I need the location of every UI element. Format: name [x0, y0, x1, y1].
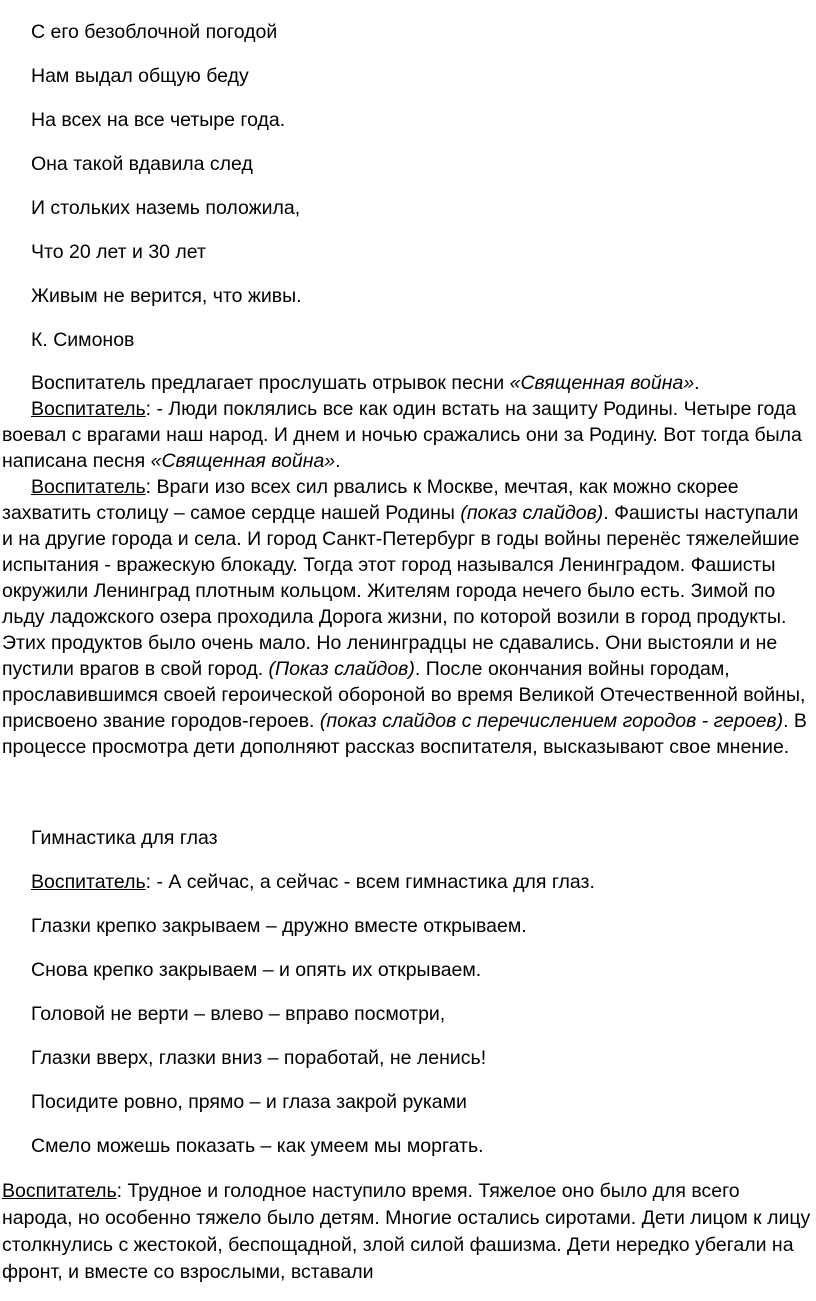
- paragraph-text: . После окончания войны городам, прославившимся своей героической обороной во время Великой Отечественной войны, присвоено звание городов-героев.: [2, 658, 806, 732]
- speaker-label: Воспитатель: [31, 398, 146, 420]
- gymnastics-line: Смело можешь показать – как умеем мы моргать.: [31, 1135, 484, 1157]
- poem-line: Она такой вдавила след: [31, 153, 253, 175]
- poem-line: Живым не верится, что живы.: [31, 285, 302, 307]
- paragraph-text: : Враги изо всех сил рвались к Москве, мечтая, как можно скорее захватить столицу – самое сердце нашей Родины: [2, 476, 739, 524]
- poem-line: Нам выдал общую беду: [31, 65, 249, 87]
- gymnastics-line: Глазки вверх, глазки вниз – поработай, не ленись!: [31, 1047, 487, 1069]
- paragraph-text: : Трудное и голодное наступило время. Тяжелое оно было для всего народа, но особенно тяжело было детям. Многие остались сиротами. Дети лицом к лицу столкнулись с жестокой, беспощадной, злой силой фашизма. Дети нередко убегали на фронт, и вместе со взрослыми, вставали: [2, 1180, 811, 1283]
- paragraph-text: . Фашисты наступали и на другие города и села. И город Санкт-Петербург в годы войны перенёс тяжелейшие испытания - вражескую блокаду. Тогда этот город назывался Ленинградом. Фашисты окружили Ленинград плотным кольцом. Жителям города нечего было есть. Зимой по льду ладожского озера проходила Дорога жизни, по которой возили в город продукты. Этих продуктов было очень мало. Но ленинградцы не сдавались. Они выстояли и не пустили врагов в свой город.: [2, 502, 800, 680]
- poem-author: К. Симонов: [31, 329, 135, 351]
- paragraph-story: [2, 474, 814, 760]
- slide-note: (показ слайдов с перечислением городов - героев): [319, 710, 784, 732]
- paragraph-text: .: [694, 372, 700, 394]
- gymnastics-intro: [31, 870, 595, 894]
- paragraph-oath: [2, 396, 814, 474]
- paragraph-song-intro: [2, 370, 814, 396]
- intro-text: : - А сейчас, а сейчас - всем гимнастика для глаз.: [145, 871, 595, 893]
- paragraph-text: : - Люди поклялись все как один встать на защиту Родины. Четыре года воевал с врагами наш народ. И днем и ночью сражались они за Родину. Вот тогда была написана песня: [2, 398, 802, 472]
- gymnastics-line: Глазки крепко закрываем – дружно вместе открываем.: [31, 915, 527, 937]
- poem-line: С его безоблочной погодой: [31, 21, 278, 43]
- paragraph-text: Воспитатель предлагает прослушать отрывок песни: [31, 372, 510, 394]
- speaker-label: Воспитатель: [31, 476, 146, 498]
- paragraph-final: [2, 1178, 814, 1286]
- poem-line: На всех на все четыре года.: [31, 109, 286, 131]
- slide-note: (показ слайдов): [460, 502, 604, 524]
- song-title: «Священная война»: [509, 372, 695, 394]
- gymnastics-line: Головой не верти – влево – вправо посмотри,: [31, 1003, 446, 1025]
- gymnastics-line: Снова крепко закрываем – и опять их открываем.: [31, 959, 482, 981]
- song-title: «Священная война»: [150, 450, 336, 472]
- paragraph-text: . В процессе просмотра дети дополняют рассказ воспитателя, высказывают свое мнение.: [2, 710, 807, 758]
- speaker-label: Воспитатель: [31, 871, 146, 893]
- slide-note: (Показ слайдов): [268, 658, 415, 680]
- poem-line: Что 20 лет и 30 лет: [31, 241, 206, 263]
- paragraph-text: .: [335, 450, 341, 472]
- speaker-label: Воспитатель: [2, 1180, 117, 1202]
- section-title: Гимнастика для глаз: [31, 827, 218, 849]
- poem-line: И стольких наземь положила,: [31, 197, 301, 219]
- gymnastics-line: Посидите ровно, прямо – и глаза закрой руками: [31, 1091, 467, 1113]
